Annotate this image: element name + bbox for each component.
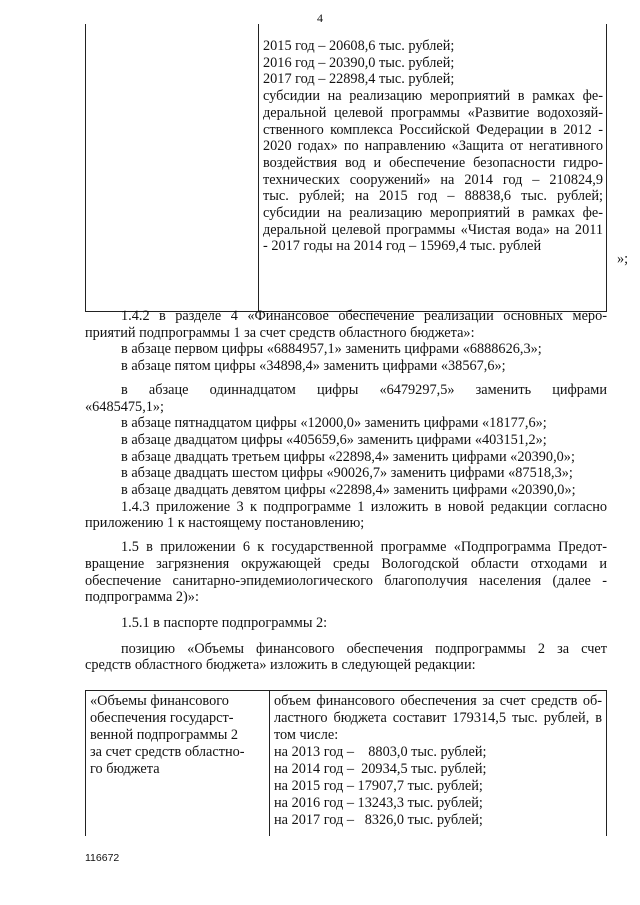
paragraph: обеспечение санитарно-эпидемиологического благополучия населения (далее - xyxy=(85,572,607,589)
paragraph: в абзаце двадцать девятом цифры «22898,4» заменить цифрами «20390,0»; xyxy=(121,482,576,499)
table-line: воздействия вод и обеспечение безопасности гидро- xyxy=(263,154,603,171)
table-line: 2016 год – 20390,0 тыс. рублей; xyxy=(263,54,455,71)
table-line: деральной целевой программы «Развитие водохозяй- xyxy=(263,104,603,121)
table-line: ственного комплекса Российской Федерации в 2012 - xyxy=(263,121,603,138)
paragraph: подпрограмма 2)»: xyxy=(85,589,199,606)
paragraph: в абзаце двадцать третьем цифры «22898,4» заменить цифрами «20390,0»; xyxy=(121,448,575,465)
table-divider xyxy=(258,24,259,311)
paragraph: средств областного бюджета» изложить в следующей редакции: xyxy=(85,657,476,674)
paragraph: 1.4.2 в разделе 4 «Финансовое обеспечение реализации основных меро- xyxy=(121,308,607,324)
table-line: венной подпрограммы 2 xyxy=(90,727,239,743)
financing-table-top xyxy=(85,24,607,312)
table-line: за счет средств областно- xyxy=(90,744,245,760)
table-line: - 2017 годы на 2014 год – 15969,4 тыс. рублей xyxy=(263,238,542,255)
paragraph: в абзаце двадцатом цифры «405659,6» заменить цифрами «403151,2»; xyxy=(121,431,547,448)
table-line: 2020 годах» по направлению «Защита от негативного xyxy=(263,138,603,155)
paragraph: 1.5 в приложении 6 к государственной программе «Подпрограмма Предот- xyxy=(121,539,607,556)
table-line: тыс. рублей; на 2015 год – 88838,6 тыс. рублей; xyxy=(263,188,603,205)
table-line: субсидии на реализацию мероприятий в рамках фе- xyxy=(263,205,603,222)
financing-table-bottom-right-cell xyxy=(274,693,602,829)
paragraph: в абзаце первом цифры «6884957,1» заменить цифрами «6888626,3»; xyxy=(121,341,542,358)
paragraph: приятий подпрограммы 1 за счет средств областного бюджета»: xyxy=(85,324,475,341)
financing-table-top-right-cell xyxy=(263,38,603,255)
table-line: на 2015 год – 17907,7 тыс. рублей; xyxy=(274,778,483,794)
table-line: го бюджета xyxy=(90,761,160,777)
table-line: 2017 год – 22898,4 тыс. рублей; xyxy=(263,71,455,88)
financing-table-bottom-left-cell xyxy=(90,693,266,778)
paragraph: приложению 1 к настоящему постановлению; xyxy=(85,515,365,532)
table-line: деральной целевой программы «Чистая вода» на 2011 xyxy=(263,221,603,238)
table-divider xyxy=(269,691,270,836)
table-line: на 2017 год – 8326,0 тыс. рублей; xyxy=(274,812,483,828)
paragraph: 1.5.1 в паспорте подпрограммы 2: xyxy=(121,614,328,631)
table-line: субсидии на реализацию мероприятий в рамках фе- xyxy=(263,88,603,105)
paragraph: в абзаце пятнадцатом цифры «12000,0» заменить цифрами «18177,6»; xyxy=(121,415,547,432)
document-body xyxy=(85,308,607,674)
table-line: на 2013 год – 8803,0 тыс. рублей; xyxy=(274,744,487,760)
table-line: 2015 год – 20608,6 тыс. рублей; xyxy=(263,38,455,54)
table-line: на 2014 год – 20934,5 тыс. рублей; xyxy=(274,761,487,777)
document-code: 116672 xyxy=(85,852,120,864)
page-number: 4 xyxy=(317,11,323,25)
paragraph: в абзаце одиннадцатом цифры «6479297,5» заменить цифрами xyxy=(121,381,607,398)
paragraph: 1.4.3 приложение 3 к подпрограмме 1 изложить в новой редакции согласно xyxy=(121,498,607,515)
table-line: обеспечения государст- xyxy=(90,710,234,726)
table-line: объем финансового обеспечения за счет средств об- xyxy=(274,693,602,709)
paragraph: в абзаце двадцать шестом цифры «90026,7» заменить цифрами «87518,3»; xyxy=(121,465,573,482)
financing-table-bottom xyxy=(85,690,607,836)
paragraph: «6485475,1»; xyxy=(85,398,165,415)
table-line: ластного бюджета составит 179314,5 тыс. рублей, в xyxy=(274,710,602,726)
table-line: «Объемы финансового xyxy=(90,693,229,709)
paragraph: в абзаце пятом цифры «34898,4» заменить цифрами «38567,6»; xyxy=(121,358,506,375)
paragraph: вращение загрязнения окружающей среды Вологодской области отходами и xyxy=(85,555,607,572)
closing-quote: »; xyxy=(617,251,629,267)
paragraph: позицию «Объемы финансового обеспечения подпрограммы 2 за счет xyxy=(121,640,607,657)
table-line: на 2016 год – 13243,3 тыс. рублей; xyxy=(274,795,483,811)
table-line: том числе: xyxy=(274,727,339,743)
table-line: технических сооружений» на 2014 год – 210824,9 xyxy=(263,171,603,188)
